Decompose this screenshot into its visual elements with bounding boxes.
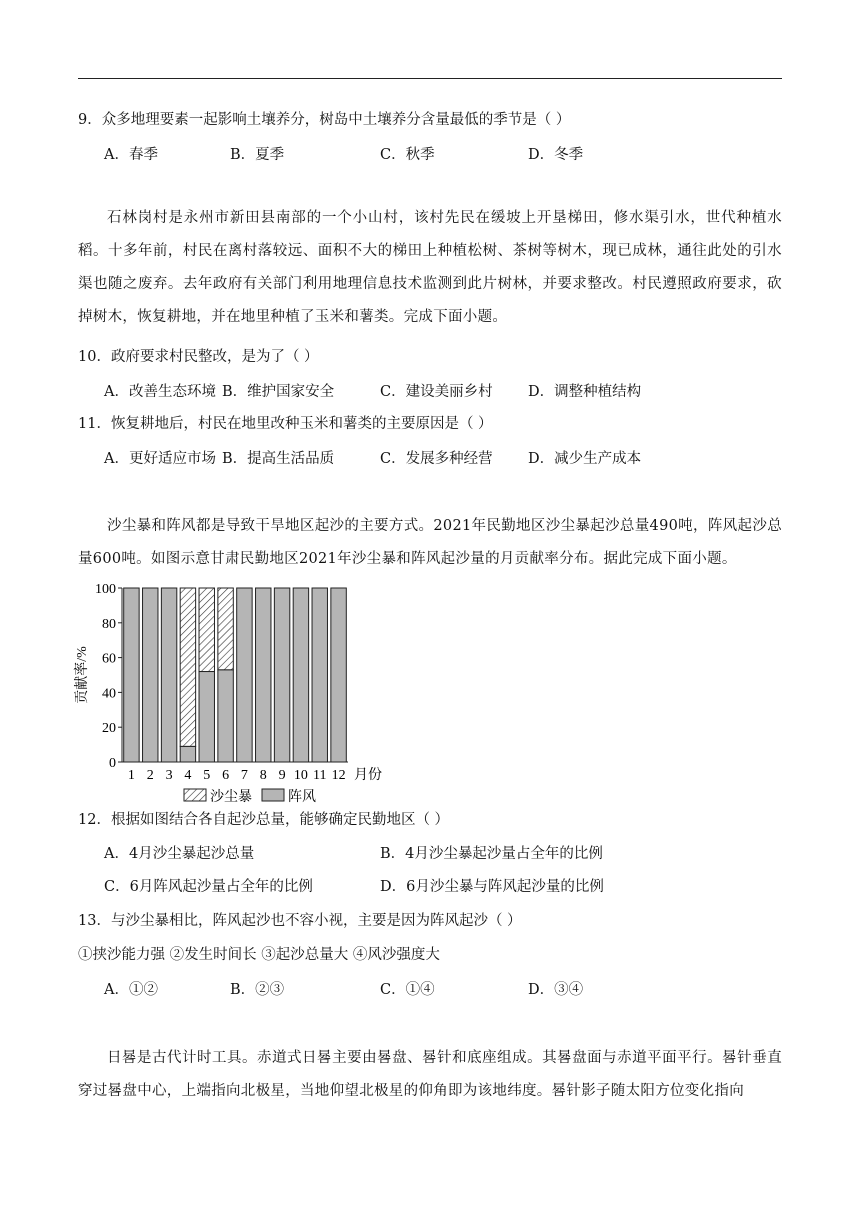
bar-sandstorm-month-6 [218,588,233,670]
question-13-choices: ①挟沙能力强 ②发生时间长 ③起沙总量大 ④风沙强度大 [78,947,440,963]
question-12-option-c[interactable]: C．6月阵风起沙量占全年的比例 [104,879,313,895]
bar-gust-month-12 [331,588,346,762]
question-10-option-d[interactable]: D．调整种植结构 [528,384,642,400]
x-tick-label-11: 11 [313,768,327,783]
y-tick-label-40: 40 [102,686,116,702]
y-tick-label-60: 60 [102,651,116,667]
question-9-option-c[interactable]: C．秋季 [380,147,435,163]
bar-gust-month-5 [199,672,214,762]
question-11-option-b[interactable]: B．提高生活品质 [222,451,335,467]
y-tick-label-80: 80 [102,616,116,632]
question-9-stem: 9．众多地理要素一起影响土壤养分，树岛中土壤养分含量最低的季节是（ ） [78,112,571,128]
question-10-option-b[interactable]: B．维护国家安全 [222,384,335,400]
y-tick-label-100: 100 [95,582,116,597]
question-10-stem: 10．政府要求村民整改，是为了（ ） [78,349,319,365]
bar-chart-svg [72,574,392,806]
legend-swatch-gust [262,789,284,801]
bar-gust-month-8 [256,588,271,762]
question-11-stem: 11．恢复耕地后，村民在地里改种玉米和薯类的主要原因是（ ） [78,416,493,432]
x-tick-label-12: 12 [331,768,346,783]
question-10-option-a[interactable]: A．改善生态环境 [104,384,216,400]
bar-sandstorm-month-4 [180,588,195,746]
bar-gust-month-4 [180,746,195,762]
x-tick-label-3: 3 [165,768,173,783]
x-tick-label-6: 6 [222,768,230,783]
question-11-option-c[interactable]: C．发展多种经营 [380,451,493,467]
question-13-option-a[interactable]: A．①② [104,982,158,998]
bar-gust-month-3 [161,588,176,762]
x-tick-label-4: 4 [184,768,192,783]
question-9-option-a[interactable]: A．春季 [104,147,158,163]
passage-sundial: 日晷是古代计时工具。赤道式日晷主要由晷盘、晷针和底座组成。其晷盘面与赤道平面平行。晷针垂直穿过晷盘中心，上端指向北极星，当地仰望北极星的仰角即为该地纬度。晷针影子随太阳方位变化指向 [78,1050,782,1099]
question-12-option-b[interactable]: B．4月沙尘暴起沙量占全年的比例 [380,846,603,862]
bar-gust-month-6 [218,670,233,762]
header-rule [78,78,782,79]
x-axis-label: 月份 [354,768,382,783]
x-tick-label-5: 5 [203,768,211,783]
question-13-option-c[interactable]: C．①④ [380,982,435,998]
y-tick-label-20: 20 [102,721,116,737]
question-12-option-a[interactable]: A．4月沙尘暴起沙总量 [104,846,255,862]
bar-gust-month-10 [293,588,308,762]
question-12-stem: 12．根据如图结合各自起沙总量，能够确定民勤地区（ ） [78,812,450,828]
x-tick-label-7: 7 [240,768,248,783]
bar-sandstorm-month-5 [199,588,214,672]
passage-sandstorm-gust: 沙尘暴和阵风都是导致干旱地区起沙的主要方式。2021年民勤地区沙尘暴起沙总量490吨，阵风起沙总量600吨。如图示意甘肃民勤地区2021年沙尘暴和阵风起沙量的月贡献率分布。据此完成下面小题。 [78,518,782,567]
legend-label-sandstorm: 沙尘暴 [210,790,252,805]
bar-gust-month-2 [143,588,158,762]
legend-label-gust: 阵风 [288,790,316,805]
y-axis-label: 贡献率/% [75,646,90,704]
question-12-option-d[interactable]: D．6月沙尘暴与阵风起沙量的比例 [380,879,604,895]
y-tick-label-0: 0 [109,756,116,771]
x-tick-label-10: 10 [293,768,308,783]
question-13-stem: 13．与沙尘暴相比，阵风起沙也不容小视，主要是因为阵风起沙（ ） [78,913,522,929]
question-10-option-c[interactable]: C．建设美丽乡村 [380,384,493,400]
question-11-option-d[interactable]: D．减少生产成本 [528,451,642,467]
x-tick-label-2: 2 [146,768,154,783]
bar-gust-month-7 [237,588,252,762]
question-11-option-a[interactable]: A．更好适应市场 [104,451,216,467]
bar-gust-month-1 [124,588,139,762]
question-9-option-d[interactable]: D．冬季 [528,147,584,163]
question-9-option-b[interactable]: B．夏季 [230,147,285,163]
passage-shilingang-village: 石林岗村是永州市新田县南部的一个小山村，该村先民在缓坡上开垦梯田，修水渠引水，世代种植水稻。十多年前，村民在离村落较远、面积不大的梯田上种植松树、茶树等树木，现已成林，通往此处的引水渠也随之废弃。去年政府有关部门利用地理信息技术监测到此片树林，并要求整改。村民遵照政府要求，砍掉树木，恢复耕地，并在地里种植了玉米和薯类。完成下面小题。 [78,210,782,325]
question-13-option-d[interactable]: D．③④ [528,982,584,998]
x-tick-label-9: 9 [278,768,286,783]
x-tick-label-1: 1 [127,768,135,783]
bar-gust-month-9 [274,588,289,762]
legend-swatch-sandstorm [184,789,206,801]
x-tick-label-8: 8 [259,768,267,783]
contribution-rate-chart [72,574,392,806]
bar-gust-month-11 [312,588,327,762]
question-13-option-b[interactable]: B．②③ [230,982,285,998]
